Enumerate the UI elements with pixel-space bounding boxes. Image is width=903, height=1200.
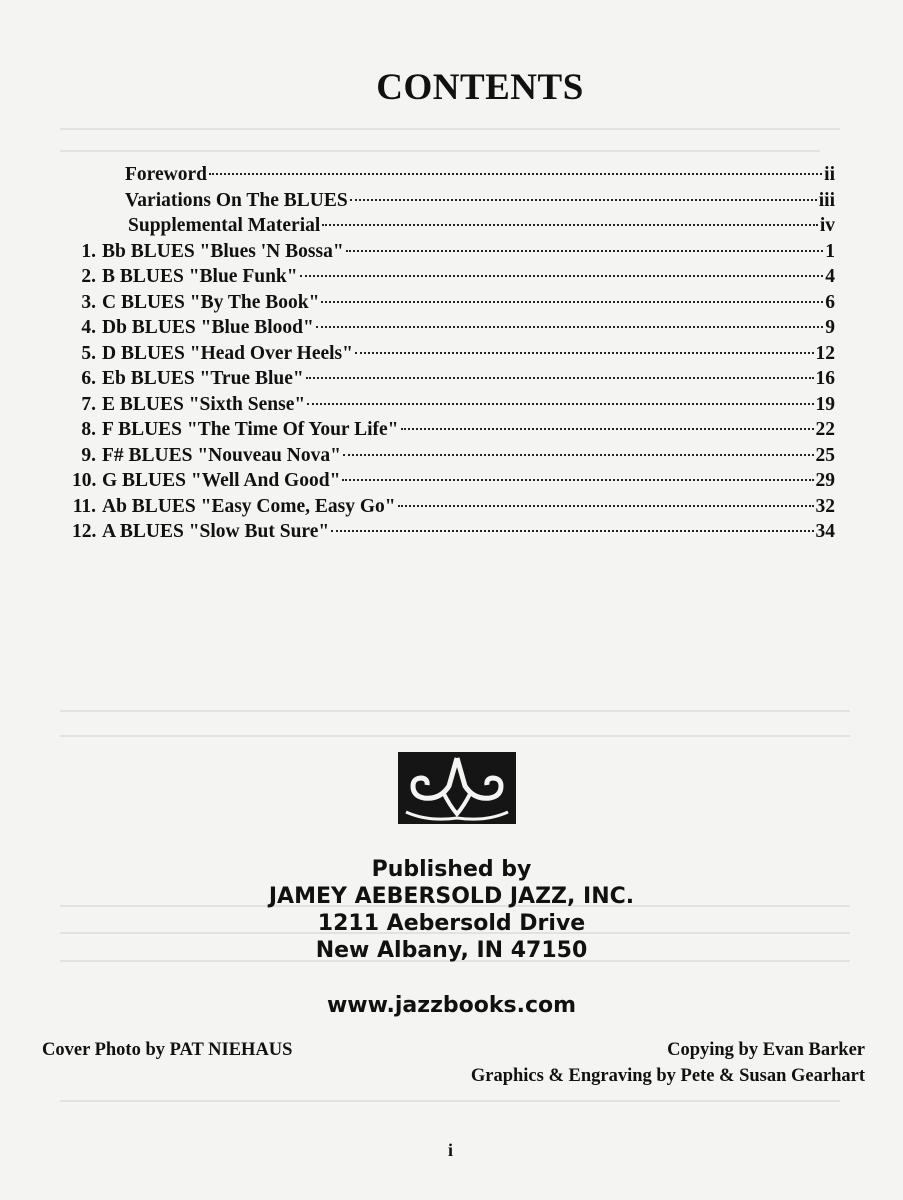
toc-leader-dots [300,275,824,277]
publisher-logo [398,752,516,824]
toc-entry-page: 32 [815,495,835,517]
toc-entry-page: 9 [825,317,835,338]
toc-entry-page: 1 [825,240,835,262]
toc-entry-title: Supplemental Material [128,215,321,236]
toc-entry-number: 4. [81,317,96,338]
toc-leader-dots [322,224,818,226]
toc-entry [125,189,835,213]
toc-entry [72,342,835,366]
toc-entry [72,444,835,468]
page-title: CONTENTS [376,67,584,108]
toc-entry-page: 6 [825,291,835,313]
toc-entry-number: 9. [81,444,96,466]
toc-entry-title: Ab BLUES "Easy Come, Easy Go" [102,495,396,517]
toc-entry-number: 2. [81,266,96,287]
toc-entry [125,163,835,187]
toc-entry-title: F# BLUES "Nouveau Nova" [102,444,341,466]
toc-entry [72,316,835,340]
cover-photo-credit: Cover Photo by PAT NIEHAUS [42,1040,293,1060]
toc-entry [72,265,835,289]
toc-leader-dots [346,250,824,252]
toc-entry-number: 1. [81,240,96,262]
toc-leader-dots [331,530,813,532]
toc-entry-page: 19 [815,393,835,415]
toc-entry-page: 4 [825,266,835,287]
publisher-website: www.jazzbooks.com [326,993,577,1018]
toc-entry-page: 34 [815,521,835,542]
publisher-name: JAMEY AEBERSOLD JAZZ, INC. [268,884,635,909]
toc-entry-page: 29 [815,470,835,491]
toc-entry [128,214,835,238]
toc-entry-number: 8. [81,419,96,440]
toc-leader-dots [355,352,814,354]
toc-entry-title: D BLUES "Head Over Heels" [102,342,353,364]
toc-entry-number: 3. [81,291,96,313]
toc-leader-dots [343,454,814,456]
toc-entry-number: 6. [81,368,96,389]
bleed-through-line [60,150,820,152]
toc-entry-title: A BLUES "Slow But Sure" [102,521,330,542]
toc-entry-title: F BLUES "The Time Of Your Life" [102,419,399,440]
graphics-credit: Graphics & Engraving by Pete & Susan Gearhart [470,1066,865,1086]
bleed-through-line [60,1100,840,1102]
toc-leader-dots [306,377,814,379]
toc-leader-dots [342,479,813,481]
toc-entry [72,291,835,315]
bleed-through-line [60,710,850,712]
toc-entry-number: 11. [72,495,96,517]
copying-credit: Copying by Evan Barker [667,1040,865,1060]
publisher-city: New Albany, IN 47150 [315,938,588,963]
toc-leader-dots [209,173,822,175]
toc-entry-title: E BLUES "Sixth Sense" [102,393,306,415]
publisher-address: 1211 Aebersold Drive [317,911,586,936]
toc-leader-dots [398,505,814,507]
toc-entry-title: Variations On The BLUES [125,189,348,211]
toc-entry [72,520,835,544]
toc-leader-dots [321,301,823,303]
toc-leader-dots [401,428,814,430]
toc-entry-page: 22 [815,419,835,440]
toc-entry [72,367,835,391]
toc-entry-title: Bb BLUES "Blues 'N Bossa" [102,240,344,262]
publisher-heading: Published by [371,857,532,882]
toc-entry [72,393,835,417]
toc-entry-page: 16 [815,368,835,389]
toc-leader-dots [350,199,817,201]
toc-entry-page: iv [819,215,835,236]
toc-entry-page: 25 [815,444,835,466]
toc-entry-title: G BLUES "Well And Good" [102,470,341,491]
bleed-through-line [60,128,840,130]
toc-entry-page: iii [818,189,835,211]
toc-entry [72,495,835,519]
toc-entry-title: B BLUES "Blue Funk" [102,266,298,287]
toc-entry-page: 12 [815,342,835,364]
toc-entry-page: ii [824,164,835,185]
bleed-through-line [60,735,850,737]
toc-entry-title: Foreword [125,164,207,185]
toc-entry [72,240,835,264]
toc-entry [72,469,835,493]
toc-entry-number: 10. [72,470,97,491]
toc-leader-dots [316,326,823,328]
toc-entry [72,418,835,442]
toc-entry-title: Eb BLUES "True Blue" [102,368,304,389]
toc-leader-dots [307,403,813,405]
toc-entry-number: 12. [72,521,97,542]
toc-entry-title: Db BLUES "Blue Blood" [102,317,314,338]
toc-entry-number: 7. [81,393,96,415]
toc-entry-number: 5. [81,342,96,364]
toc-entry-title: C BLUES "By The Book" [102,291,320,313]
page-number: i [448,1140,454,1160]
